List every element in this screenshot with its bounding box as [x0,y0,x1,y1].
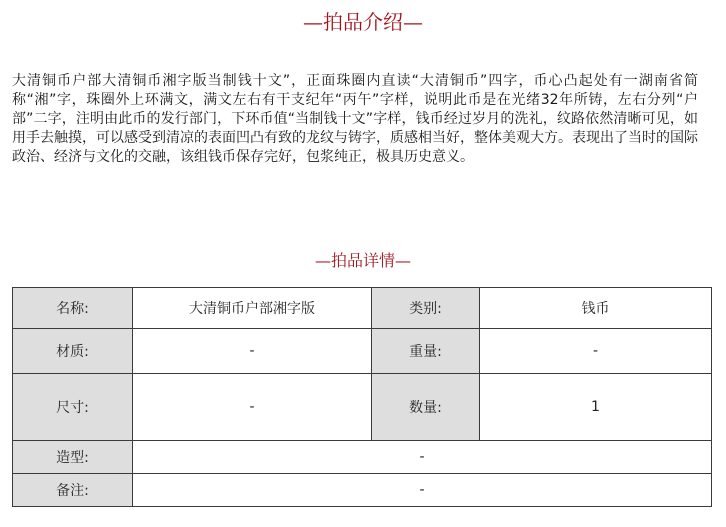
weight-label: 重量: [372,329,480,374]
details-title: —拍品详情— [314,251,411,270]
size-value: - [133,374,372,441]
shape-label: 造型: [13,441,133,474]
quantity-value: 1 [480,374,712,441]
remark-value: - [133,474,712,507]
material-label: 材质: [13,329,133,374]
name-value: 大清铜币户部湘字版 [133,288,372,329]
intro-paragraph: 大清铜币户部大清铜币湘字版当制钱十文”，正面珠圈内直读“大清铜币”四字，币心凸起处有一湖南省简称“湘”字，珠圈外上环满文，满文左右有干支纪年“丙午”字样，说明此币是在光绪32年所铸，左右分列“户部”二字，注明由此币的发行部门，下环币值“当制钱十文”字样，钱币经过岁月的洗礼，纹路依然清晰可见，如用手去触摸，可以感受到清凉的表面凹凸有致的龙纹与铸字，质感相当好，整体美观大方。表现出了当时的国际政治、经济与文化的交融，该组钱币保存完好，包浆纯正，极具历史意义。 [12,73,698,165]
weight-value: - [480,329,712,374]
name-label: 名称: [13,288,133,329]
table-row [13,288,712,329]
size-label: 尺寸: [13,374,133,441]
quantity-label: 数量: [372,374,480,441]
details-table [12,287,712,507]
intro-title: —拍品介绍— [303,10,423,34]
category-label: 类别: [372,288,480,329]
shape-value: - [133,441,712,474]
remark-label: 备注: [13,474,133,507]
material-value: - [133,329,372,374]
table-row [13,329,712,374]
category-value: 钱币 [480,288,712,329]
table-row [13,441,712,474]
table-row [13,474,712,507]
table-row [13,374,712,441]
